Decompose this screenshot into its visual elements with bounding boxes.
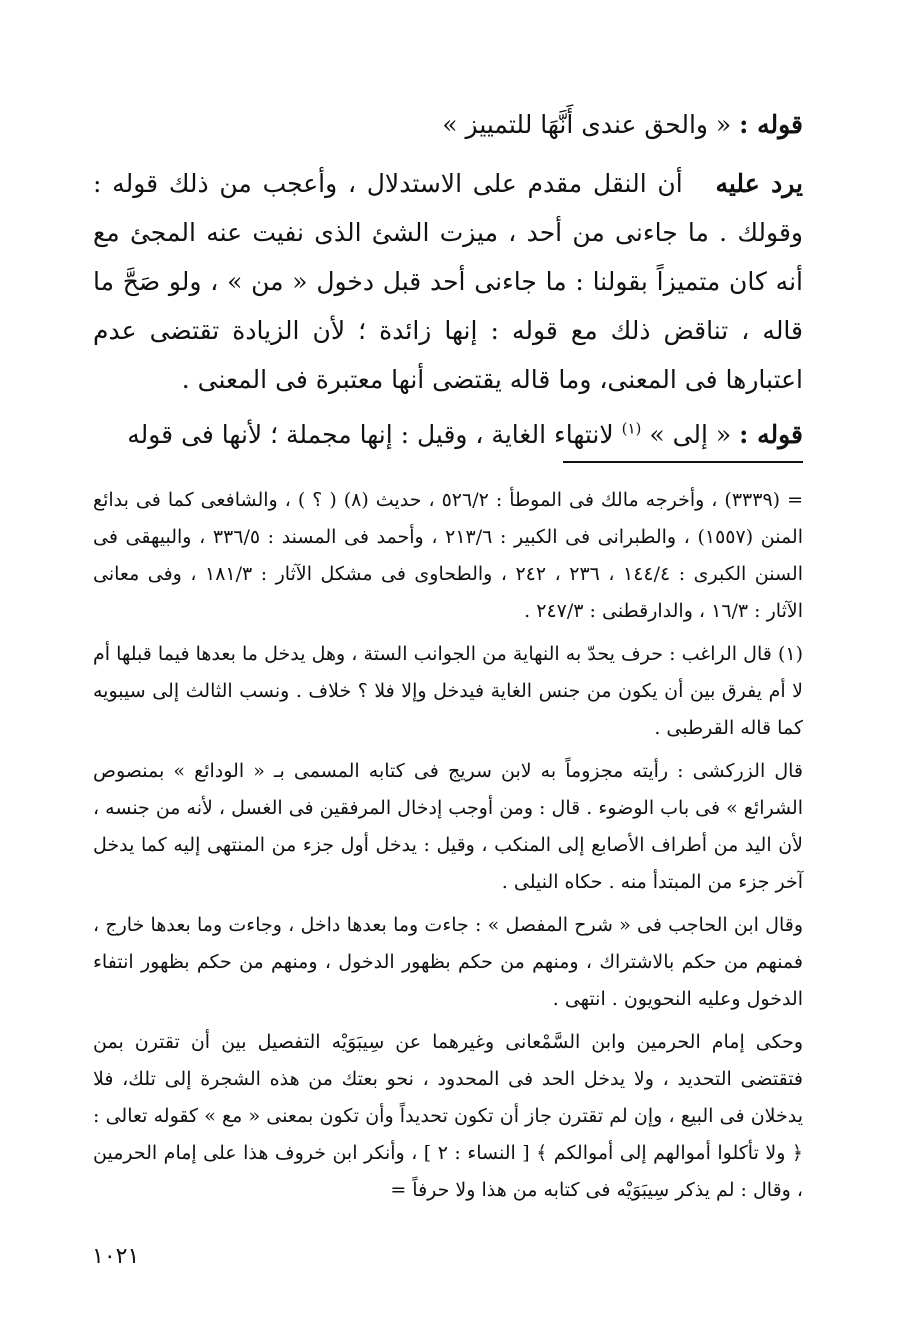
- quote-line: [93, 100, 803, 149]
- main-text: [93, 100, 803, 465]
- quote-text: « والحق عندى أَنَّهَا للتمييز »: [442, 110, 732, 139]
- footnote-1-imam-haramayn: وحكى إمام الحرمين وابن السَّمْعانى وغيرهما عن سِيبَوَيْه التفصيل بين أن تقترن بمن فتقتضى التحديد ، ولا يدخل الحد فى المحدود ، نحو بعتك من هذه الشجرة إلى تلك، فلا يدخلان فى البيع ، وإن لم تقترن جاز أن تكون تحديداً وأن تكون بمعنى « مع » كقوله تعالى : ﴿ ولا تأكلوا أموالهم إلى أموالكم ﴾ [ النساء : ٢ ] ، وأنكر ابن خروف هذا على إمام الحرمين ، وقال : لم يذكر سِيبَوَيْه فى كتابه من هذا ولا حرفاً =: [93, 1031, 804, 1201]
- footnote-1-zarkashi: قال الزركشى : رأيته مجزوماً به لابن سريج فى كتابه المسمى بـ « الودائع » بمنصوص الشرائع » فى باب الوضوء . قال : ومن أوجب إدخال المرفقين فى الغسل ، لأنه من جنسه ، لأن اليد من أطراف الأصابع إلى المنكب ، وقيل : يدخل أول جزء من المنتهى إليه كما يدخل آخر جزء من المبتدأ منه . حكاه النيلى .: [93, 760, 803, 893]
- paragraph-ila-text: لانتهاء الغاية ، وقيل : إنها مجملة ؛ لأنها فى قوله: [127, 420, 614, 449]
- paragraph-ila: [93, 410, 803, 459]
- paragraph-reply: [93, 159, 803, 404]
- paragraph-ila-lead: قوله :: [739, 420, 803, 449]
- footnotes: [93, 482, 803, 1215]
- paragraph-ila-term: « إلى »: [649, 420, 732, 449]
- footnote-1-ibn-hajib: وقال ابن الحاجب فى « شرح المفصل » : جاءت وما بعدها داخل ، وجاءت وما بعدها خارج ، فمنهم من حكم بالاشتراك ، ومنهم من حكم بظهور الدخول ، ومنهم من حكم بظهور انتفاء الدخول وعليه النحويون . انتهى .: [93, 914, 803, 1010]
- footnote-reference[interactable]: (١): [621, 419, 642, 438]
- footnote-continuation: = (٣٣٣٩) ، وأخرجه مالك فى الموطأ : ٥٢٦/٢ ، حديث (٨) ( ؟ ) ، والشافعى كما فى بدائع المنن (١٥٥٧) ، والطبرانى فى الكبير : ٢١٣/٦ ، وأحمد فى المسند : ٣٣٦/٥ ، والبيهقى فى السنن الكبرى : ١٤٤/٤ ، ٢٣٦ ، ٢٤٢ ، والطحاوى فى مشكل الآثار : ١٨١/٣ ، وفى معانى الآثار : ١٦/٣ ، والدارقطنى : ٢٤٧/٣ .: [93, 489, 803, 622]
- page-number: ١٠٢١: [92, 1244, 140, 1269]
- paragraph-reply-lead: يرد عليه: [715, 169, 804, 198]
- quote-lead: قوله :: [739, 110, 803, 139]
- footnote-separator: [563, 461, 803, 463]
- paragraph-reply-text: أن النقل مقدم على الاستدلال ، وأعجب من ذلك قوله : وقولك . ما جاءنى من أحد ، ميزت الشئ الذى نفيت عنه المجئ مع أنه كان متميزاً بقولنا : ما جاءنى أحد قبل دخول « من » ، ولو صَحَّ ما قاله ، تناقض ذلك مع قوله : إنها زائدة ؛ لأن الزيادة تقتضى عدم اعتبارها فى المعنى، وما قاله يقتضى أنها معتبرة فى المعنى .: [93, 169, 803, 394]
- footnote-1: (١) قال الراغب : حرف يحدّ به النهاية من الجوانب الستة ، وهل يدخل ما بعدها فيما قبلها أم لا أم يفرق بين أن يكون من جنس الغاية فيدخل وإلا فلا ؟ خلاف . ونسب الثالث إلى سيبويه كما قاله القرطبى .: [93, 643, 803, 739]
